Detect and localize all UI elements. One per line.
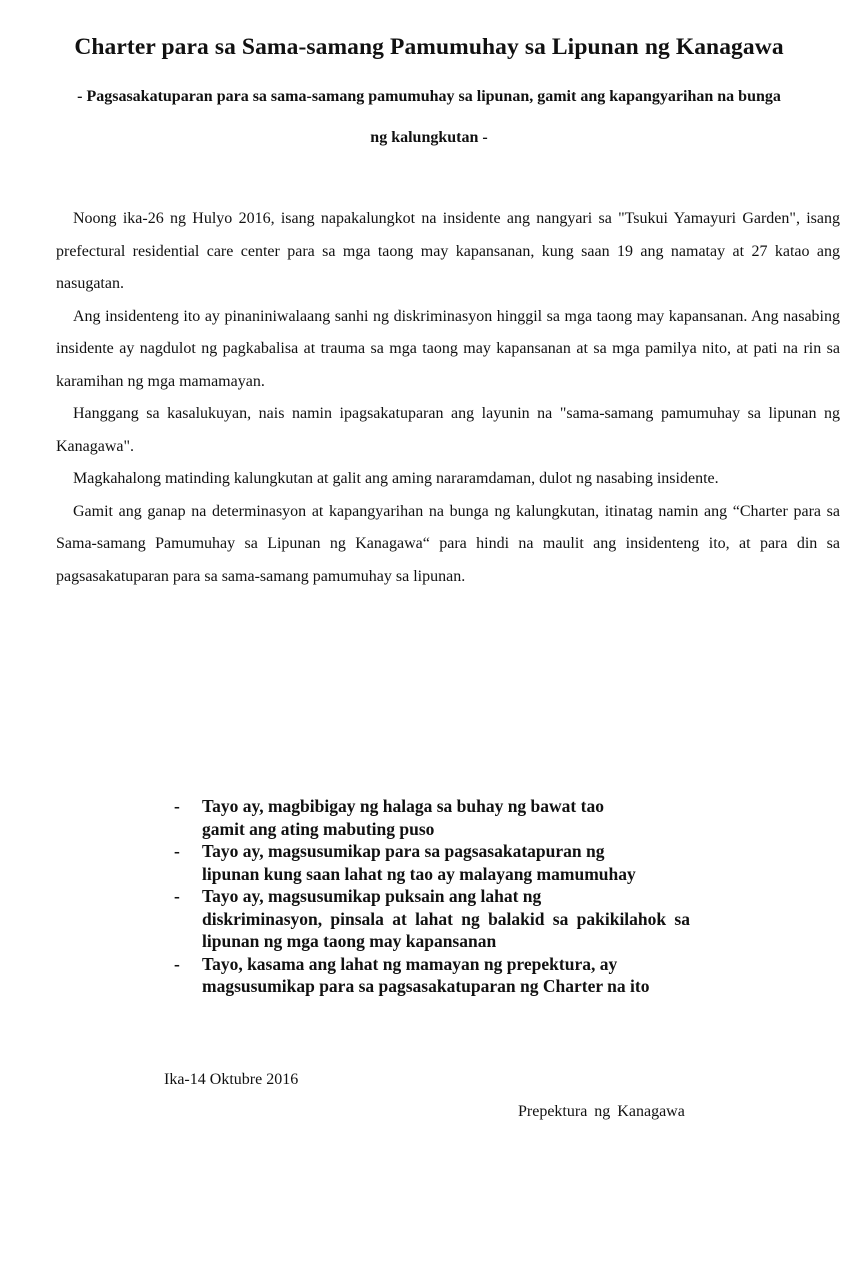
- pledge-first-line: Tayo ay, magsusumikap puksain ang lahat ng: [202, 886, 542, 906]
- pledge-first-line: Tayo ay, magsusumikap para sa pagsasakatapuran ng: [202, 841, 605, 861]
- bullet-dash: -: [174, 841, 180, 861]
- pledge-first-line: Tayo ay, magbibigay ng halaga sa buhay ng bawat tao: [202, 796, 604, 816]
- pledge-text: [202, 840, 690, 885]
- pledge-item: [174, 953, 690, 998]
- pledge-continuation: gamit ang ating mabuting puso: [202, 818, 435, 839]
- pledge-continuation: diskriminasyon, pinsala at lahat ng balakid sa pakikilahok sa lipunan ng mga taong may kapansanan: [202, 908, 690, 951]
- bullet-dash: -: [174, 886, 180, 906]
- charter-date: Ika-14 Oktubre 2016: [164, 1071, 299, 1088]
- paragraph-establishment: Gamit ang ganap na determinasyon at kapangyarihan na bunga ng kalungkutan, itinatag namin ang “Charter para sa Sama-samang Pamumuhay sa Lipunan ng Kanagawa“ para hindi na maulit ang insidenteng ito, at para din sa pagsasakatuparan para sa sama-samang pamumuhay sa lipunan.: [56, 502, 840, 585]
- pledge-item: [174, 795, 690, 840]
- pledge-continuation: lipunan kung saan lahat ng tao ay malayang mamumuhay: [202, 863, 636, 884]
- pledge-text: [202, 953, 690, 998]
- preamble: [56, 203, 840, 593]
- signatory: Prepektura ng Kanagawa: [518, 1103, 685, 1120]
- pledge-item: [174, 840, 690, 885]
- subtitle-line-1: - Pagsasakatuparan para sa sama-samang pamumuhay sa lipunan, gamit ang kapangyarihan na bunga: [77, 88, 781, 105]
- paragraph-feelings: Magkahalong matinding kalungkutan at galit ang aming nararamdaman, dulot ng nasabing insidente.: [73, 470, 719, 487]
- pledge-text: [202, 795, 690, 840]
- subtitle-line-2: ng kalungkutan -: [370, 129, 488, 146]
- bullet-dash: -: [174, 796, 180, 816]
- paragraph-goal: Hanggang sa kasalukuyan, nais namin ipagsakatuparan ang layunin na "sama-samang pamumuhay sa lipunan ng Kanagawa".: [56, 405, 840, 455]
- pledge-continuation: magsusumikap para sa pagsasakatuparan ng Charter na ito: [202, 976, 650, 996]
- paragraph-incident: Noong ika-26 ng Hulyo 2016, isang napakalungkot na insidente ang nangyari sa "Tsukui Yamayuri Garden", isang prefectural residential care center para sa mga taong may kapansanan, kung saan 19 ang namatay at 27 katao ang nasugatan.: [56, 210, 840, 292]
- paragraph-cause: Ang insidenteng ito ay pinaniniwalaang sanhi ng diskriminasyon hinggil sa mga taong may kapansanan. Ang nasabing insidente ay nagdulot ng pagkabalisa at trauma sa mga taong may kapansanan at sa mga pamilya nito, at pati na rin sa karamihan ng mga mamamayan.: [56, 307, 840, 390]
- pledge-list: [174, 795, 690, 998]
- pledge-first-line: Tayo, kasama ang lahat ng mamayan ng prepektura, ay: [202, 953, 618, 974]
- document-title: Charter para sa Sama-samang Pamumuhay sa Lipunan ng Kanagawa: [74, 34, 784, 60]
- pledge-item: [174, 885, 690, 953]
- pledge-text: [202, 885, 690, 953]
- bullet-dash: -: [174, 953, 180, 974]
- document-subtitle: [0, 76, 858, 158]
